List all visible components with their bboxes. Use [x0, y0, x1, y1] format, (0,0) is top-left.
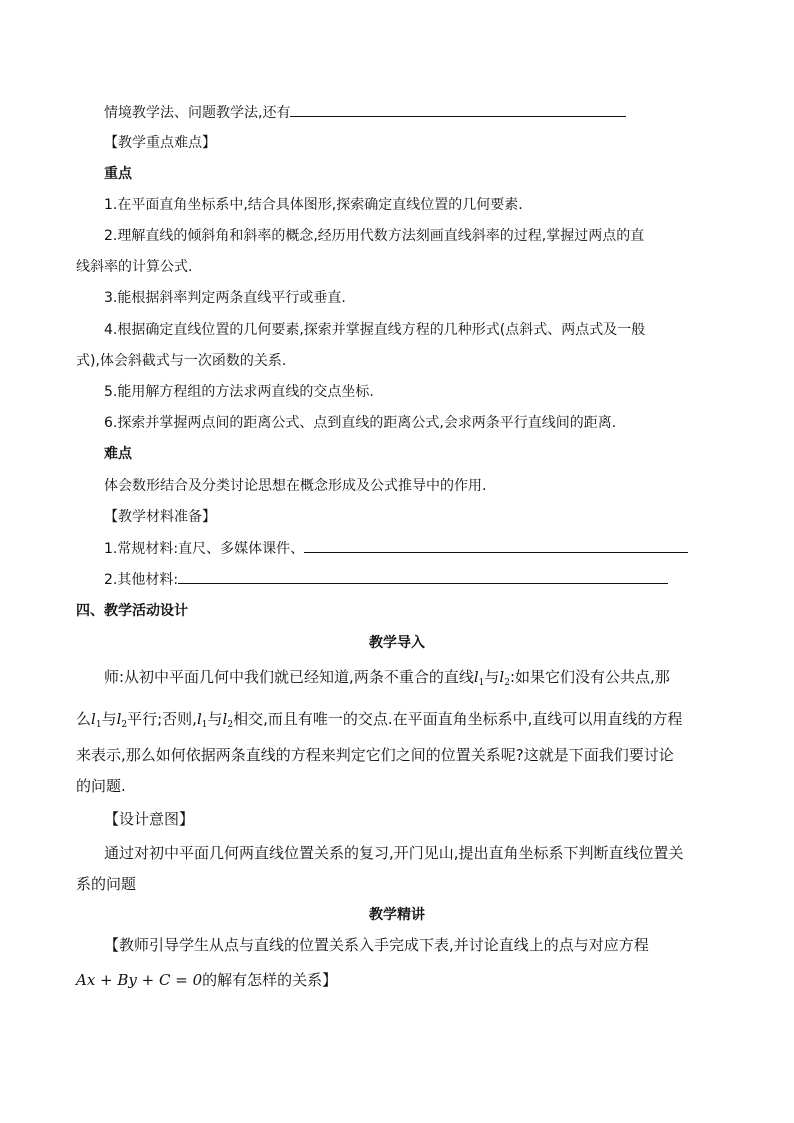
key-point-6: 6.探索并掌握两点间的距离公式、点到直线的距离公式,会求两条平行直线间的距离. [104, 415, 617, 431]
lecture-paragraph-line-1: 【教师引导学生从点与直线的位置关系入手完成下表,并讨论直线上的点与对应方程 [104, 936, 649, 954]
l1-symbol [474, 668, 485, 686]
key-point-1: 1.在平面直角坐标系中,结合具体图形,探索确定直线位置的几何要素. [104, 197, 523, 213]
intro-paragraph-line-4: 的问题. [76, 777, 126, 795]
lecture-p2: 的解有怎样的关系】 [202, 971, 338, 989]
materials-header: 【教学材料准备】 [104, 509, 216, 525]
l1-letter: l [91, 710, 96, 728]
l1-subscript: 1 [478, 678, 485, 688]
intro-paragraph-line-2 [76, 709, 682, 735]
l2-subscript: 2 [227, 720, 234, 730]
l2-subscript: 2 [504, 678, 510, 688]
l2-symbol [499, 668, 510, 686]
materials-item-2-text: 2.其他材料: [104, 572, 179, 588]
methods-blank [290, 102, 626, 117]
lecture-title: 教学精讲 [369, 907, 425, 923]
nandian-label: 难点 [104, 446, 132, 462]
l2-symbol [223, 710, 234, 728]
intro-paragraph-line-1 [104, 667, 670, 693]
key-point-4-cont: 式),体会斜截式与一次函数的关系. [76, 353, 287, 369]
l1-symbol [91, 710, 102, 728]
intro-p1-b: 与 [484, 668, 500, 686]
intro-p2-e: 相交,而且有唯一的交点.在平面直角坐标系中,直线可以用直线的方程 [233, 710, 683, 728]
key-points-header: 【教学重点难点】 [104, 135, 216, 151]
intro-p2-c: 平行;否则, [127, 710, 197, 728]
materials-item-1 [104, 538, 688, 559]
l2-symbol [117, 710, 128, 728]
key-point-2: 2.理解直线的倾斜角和斜率的概念,经历用代数方法刻画直线斜率的过程,掌握过两点的直 [104, 228, 645, 244]
key-point-5: 5.能用解方程组的方法求两直线的交点坐标. [104, 384, 374, 400]
design-paragraph-line-2: 系的问题 [76, 875, 137, 893]
l1-letter: l [196, 710, 202, 728]
materials-item-1-blank [304, 538, 688, 553]
l1-subscript: 1 [95, 720, 102, 730]
l1-subscript: 1 [201, 720, 208, 730]
key-point-3: 3.能根据斜率判定两条直线平行或垂直. [104, 290, 346, 306]
intro-p2-a: 么 [76, 710, 92, 728]
zhongdian-label: 重点 [104, 166, 132, 182]
l2-subscript: 2 [121, 720, 128, 730]
intro-p2-b: 与 [101, 710, 117, 728]
section-4-title: 四、教学活动设计 [76, 603, 188, 619]
key-point-2-cont: 线斜率的计算公式. [76, 259, 193, 275]
lecture-paragraph-line-2 [76, 970, 337, 990]
equation: Ax + By + C = 0 [76, 971, 203, 989]
methods-line [104, 102, 626, 123]
materials-item-1-text: 1.常规材料:直尺、多媒体课件、 [104, 541, 305, 557]
intro-p2-d: 与 [207, 710, 223, 728]
intro-p1-c: :如果它们没有公共点,那 [509, 668, 670, 686]
materials-item-2 [104, 569, 668, 590]
intro-p1-a: 师:从初中平面几何中我们就已经知道,两条不重合的直线 [104, 668, 474, 686]
l2-letter: l [222, 710, 228, 728]
key-point-4: 4.根据确定直线位置的几何要素,探索并掌握直线方程的几种形式(点斜式、两点式及一般 [104, 322, 646, 338]
nandian-text: 体会数形结合及分类讨论思想在概念形成及公式推导中的作用. [104, 478, 487, 494]
methods-text: 情境教学法、问题教学法,还有 [104, 105, 291, 121]
design-header: 【设计意图】 [104, 810, 195, 828]
intro-paragraph-line-3: 来表示,那么如何依据两条直线的方程来判定它们之间的位置关系呢?这就是下面我们要讨论 [76, 746, 674, 764]
l1-letter: l [473, 668, 479, 686]
design-paragraph-line-1: 通过对初中平面几何两直线位置关系的复习,开门见山,提出直角坐标系下判断直线位置关 [104, 844, 684, 862]
materials-item-2-blank [178, 569, 668, 584]
l2-letter: l [116, 710, 122, 728]
l2-letter: l [499, 668, 505, 686]
intro-title: 教学导入 [369, 635, 425, 651]
l1-symbol [197, 710, 208, 728]
